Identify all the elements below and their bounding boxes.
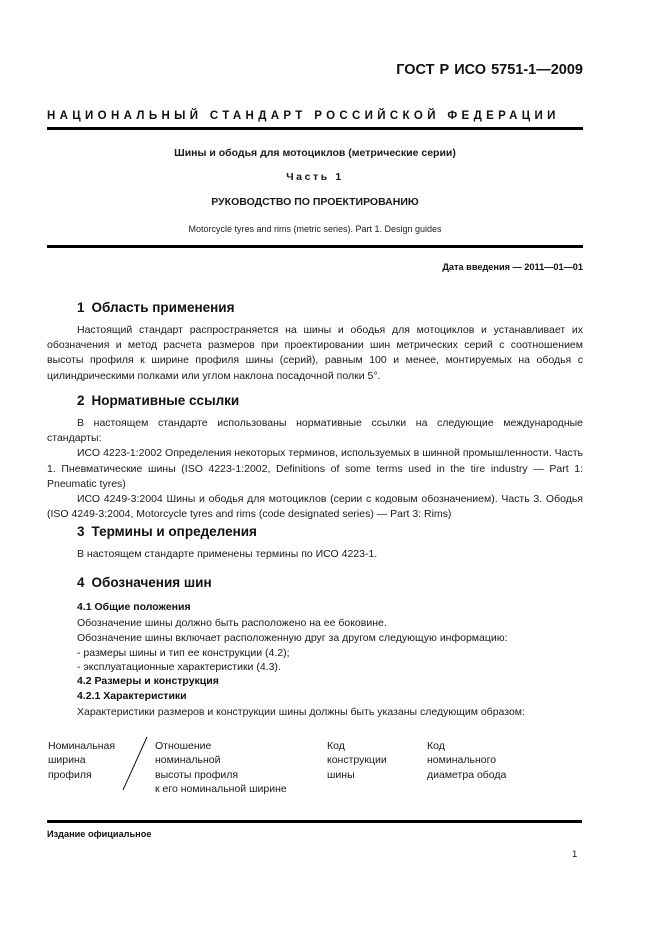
section-title: Область применения: [91, 300, 235, 315]
subsection-4-2-heading: 4.2 Размеры и конструкция: [77, 675, 219, 687]
section-1-heading: [77, 300, 234, 315]
section-1-body: [47, 323, 583, 384]
paragraph: Обозначение шины включает расположенную друг за другом следующую информацию:: [77, 632, 508, 644]
list-item: - эксплуатационные характеристики (4.3).: [77, 661, 281, 673]
reference-item: ИСО 4223-1:2002 Определения некоторых терминов, используемых в шинной промышленности. Часть 1. Пневматические шины (ISO 4223-1:2002, Definitions of some terms used in the tire industry — Part 1: Pneumatic tyres): [47, 447, 583, 490]
footer-rule: [47, 820, 582, 823]
slash-separator-icon: [118, 734, 152, 794]
national-standard-banner: НАЦИОНАЛЬНЫЙ СТАНДАРТ РОССИЙСКОЙ ФЕДЕРАЦИИ: [47, 110, 560, 122]
section-title: Термины и определения: [91, 524, 257, 539]
header-rule: [47, 127, 583, 130]
english-title: Motorcycle tyres and rims (metric series). Part 1. Design guides: [188, 224, 442, 234]
title-rule: [47, 245, 583, 248]
section-number: 2: [77, 393, 85, 408]
document-code: ГОСТ Р ИСО 5751-1—2009: [396, 62, 583, 78]
schema-column-rim-diameter-code: Код номинального диаметра обода: [427, 740, 507, 781]
reference-item: ИСО 4249-3:2004 Шины и ободья для мотоциклов (серии с кодовым обозначением). Часть 3. Ободья (ISO 4249-3:2004, Motorcycle tyres and rims (code designated series) — Part 3: Rims): [47, 493, 583, 521]
section-2-heading: [77, 393, 239, 408]
paragraph: В настоящем стандарте использованы нормативные ссылки на следующие международные стандарты:: [47, 417, 583, 445]
schema-column-construction-code: Код конструкции шины: [327, 740, 387, 781]
section-4-heading: [77, 575, 212, 590]
section-number: 1: [77, 300, 85, 315]
subsection-4-1-heading: 4.1 Общие положения: [77, 601, 191, 613]
section-number: 4: [77, 575, 85, 590]
schema-column-aspect-ratio: Отношение номинальной высоты профиля к его номинальной ширине: [155, 740, 287, 796]
schema-column-nominal-width: Номинальная ширина профиля: [48, 740, 116, 781]
paragraph: Обозначение шины должно быть расположено на ее боковине.: [77, 617, 387, 629]
paragraph: Характеристики размеров и конструкции шины должны быть указаны следующим образом:: [77, 706, 525, 718]
section-number: 3: [77, 524, 85, 539]
list-item: - размеры шины и тип ее конструкции (4.2);: [77, 647, 290, 659]
document-subtitle: РУКОВОДСТВО ПО ПРОЕКТИРОВАНИЮ: [211, 196, 419, 208]
paragraph: Настоящий стандарт распространяется на шины и ободья для мотоциклов и устанавливает их обозначения и метод расчета размеров при проектировании шин метрических серий с соотношением высоты профиля к ширине профиля шины (серий), равным 100 и менее, монтируемых на ободья с цилиндрическими полками или углом наклона посадочной полки 5°.: [47, 324, 583, 382]
section-3-heading: [77, 524, 257, 539]
page-number: 1: [572, 849, 578, 860]
section-title: Обозначения шин: [91, 575, 212, 590]
section-2-body: [47, 416, 583, 522]
section-3-body: В настоящем стандарте применены термины по ИСО 4223-1.: [77, 548, 378, 560]
part-label: Часть 1: [286, 171, 344, 183]
effective-date: Дата введения — 2011—01—01: [442, 262, 583, 272]
section-title: Нормативные ссылки: [91, 393, 240, 408]
document-title: Шины и ободья для мотоциклов (метрические серии): [174, 147, 456, 159]
official-edition-label: Издание официальное: [47, 829, 152, 839]
subsection-4-2-1-heading: 4.2.1 Характеристики: [77, 690, 187, 702]
